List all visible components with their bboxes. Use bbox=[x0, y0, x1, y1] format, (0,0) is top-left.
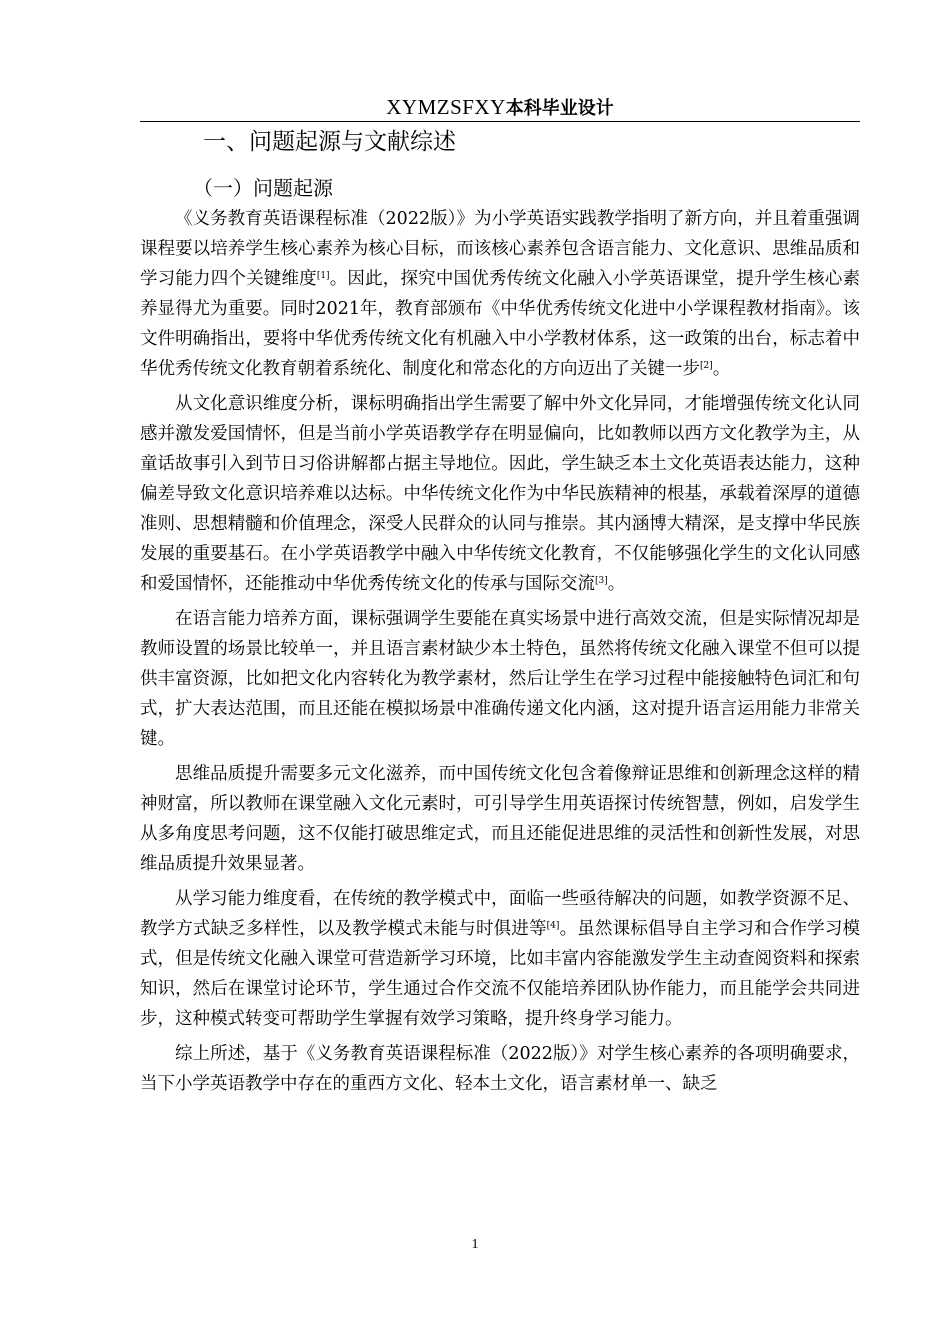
paragraph-text: 综上所述，基于《义务教育英语课程标准（2022版）》对学生核心素养的各项明确要求，当下小学英语教学中存在的重西方文化、轻本土文化，语言素材单一、缺乏 bbox=[140, 1044, 860, 1094]
paragraph-text: 。虽然课标倡导自主学习和合作学习模式，但是传统文化融入课堂可营造新学习环境，比如丰富内容能激发学生主动查阅资料和探索知识，然后在课堂讨论环节，学生通过合作交流不仅能培养团队协作能力，而且能学会共同进步，这种模式转变可帮助学生掌握有效学习策略，提升终身学习能力。 bbox=[140, 919, 861, 1029]
header-rule bbox=[140, 121, 860, 122]
citation-marker: [1] bbox=[316, 271, 330, 281]
paragraph-text: 思维品质提升需要多元文化滋养，而中国传统文化包含着像辩证思维和创新理念这样的精神财富，所以教师在课堂融入文化元素时，可引导学生用英语探讨传统智慧，例如，启发学生从多角度思考问题，这不仅能打破思维定式，而且还能促进思维的灵活性和创新性发展，对思维品质提升效果显著。 bbox=[140, 764, 860, 874]
header-label: 本科毕业设计 bbox=[505, 98, 614, 119]
body-text bbox=[140, 204, 860, 1104]
citation-marker: [3] bbox=[595, 576, 608, 586]
citation-marker: [2] bbox=[700, 361, 713, 371]
paragraph-text: 。 bbox=[712, 359, 731, 379]
paragraph-text: 从文化意识维度分析，课标明确指出学生需要了解中外文化异同，才能增强传统文化认同感并激发爱国情怀，但是当前小学英语教学存在明显偏向，比如教师以西方文化教学为主，从童话故事引入到节日习俗讲解都占据主导地位。因此，学生缺乏本土文化英语表达能力，这种偏差导致文化意识培养难以达标。中华传统文化作为中华民族精神的根基，承载着深厚的道德准则、思想精髓和价值理念，深受人民群众的认同与推崇。其内涵博大精深，是支撑中华民族发展的重要基石。在小学英语教学中融入中华传统文化教育，不仅能够强化学生的文化认同感和爱国情怀，还能推动中华优秀传统文化的传承与国际交流 bbox=[140, 394, 860, 594]
paragraph bbox=[140, 204, 860, 384]
paragraph-text: 从学习能力维度看，在传统的教学模式中，面临一些亟待解决的问题，如教学资源不足、教学方式缺乏多样性，以及教学模式未能与时俱进等 bbox=[140, 889, 860, 939]
header-code: XYMZSFXY bbox=[386, 95, 506, 119]
paragraph-text: 《义务教育英语课程标准（2022版）》为小学英语实践教学指明了新方向，并且着重强调课程要以培养学生核心素养为核心目标，而该核心素养包含语言能力、文化意识、思维品质和学习能力四个关键维度 bbox=[140, 209, 860, 289]
paragraph-text: 。 bbox=[607, 574, 626, 594]
paragraph-text: 在语言能力培养方面，课标强调学生要能在真实场景中进行高效交流，但是实际情况却是教师设置的场景比较单一，并且语言素材缺少本土特色，虽然将传统文化融入课堂不但可以提供丰富资源，比如把文化内容转化为教学素材，然后让学生在学习过程中能接触特色词汇和句式，扩大表达范围，而且还能在模拟场景中准确传递文化内涵，这对提升语言运用能力非常关键。 bbox=[140, 609, 860, 749]
subsection-heading: （一）问题起源 bbox=[193, 176, 333, 200]
paragraph-text: 。因此，探究中国优秀传统文化融入小学英语课堂，提升学生核心素养显得尤为重要。同时2021年，教育部颁布《中华优秀传统文化进中小学课程教材指南》。该文件明确指出，要将中华优秀传统文化有机融入中小学教材体系，这一政策的出台，标志着中华优秀传统文化教育朝着系统化、制度化和常态化的方向迈出了关键一步 bbox=[140, 269, 860, 379]
paragraph bbox=[140, 604, 860, 754]
paragraph bbox=[140, 389, 860, 599]
paragraph bbox=[140, 759, 860, 879]
section-heading: 一、问题起源与文献综述 bbox=[203, 129, 456, 155]
citation-marker: [4] bbox=[546, 921, 560, 931]
page-number: 1 bbox=[471, 1237, 479, 1252]
page-header bbox=[140, 94, 860, 122]
paragraph bbox=[140, 884, 860, 1034]
paragraph bbox=[140, 1039, 860, 1099]
